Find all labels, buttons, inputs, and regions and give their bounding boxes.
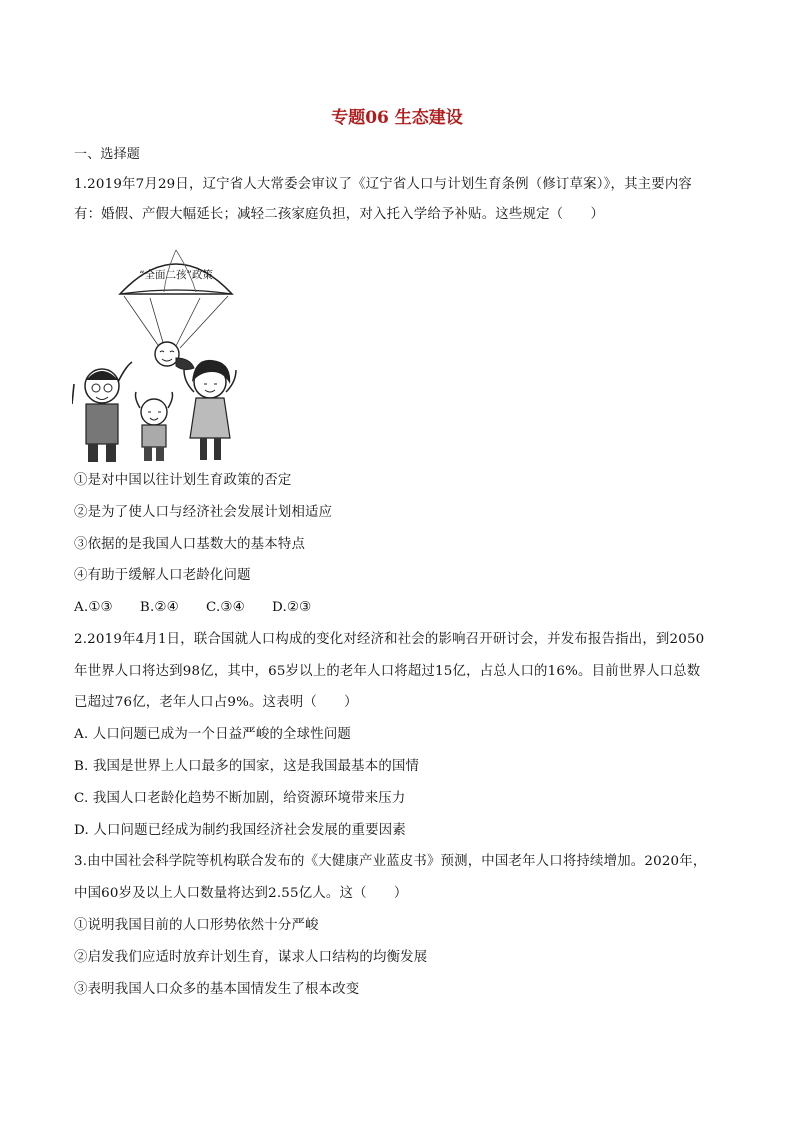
page-title: 专题06 生态建设: [331, 108, 463, 128]
two-child-policy-cartoon: [72, 232, 242, 464]
q1-option-3: ③依据的是我国人口基数大的基本特点: [74, 537, 306, 552]
q2-option-d: D. 人口问题已经成为制约我国经济社会发展的重要因素: [74, 823, 406, 838]
q2-option-b: B. 我国是世界上人口最多的国家，这是我国最基本的国情: [74, 759, 420, 774]
q2-option-c: C. 我国人口老龄化趋势不断加剧，给资源环境带来压力: [74, 791, 406, 806]
q3-option-2: ②启发我们应适时放弃计划生育，谋求人口结构的均衡发展: [74, 950, 428, 965]
q2-stem-line2: 年世界人口将达到98亿，其中，65岁以上的老年人口将超过15亿，占总人口的16%。目前世界人口总数: [74, 664, 701, 679]
q3-option-3: ③表明我国人口众多的基本国情发生了根本改变: [74, 982, 360, 997]
q3-option-1: ①说明我国目前的人口形势依然十分严峻: [74, 918, 319, 933]
q1-answer-choices: A.①③ B.②④ C.③④ D.②③: [74, 600, 312, 615]
q3-stem-line2: 中国60岁及以上人口数量将达到2.55亿人。这（ ）: [74, 886, 408, 901]
q1-stem-line2: 有：婚假、产假大幅延长；减轻二孩家庭负担，对入托入学给予补贴。这些规定（ ）: [74, 207, 605, 222]
q3-stem-line1: 3.由中国社会科学院等机构联合发布的《大健康产业蓝皮书》预测，中国老年人口将持续增加。2020年，: [74, 854, 707, 869]
parachute-caption: “全面二孩”政策: [139, 269, 213, 281]
q1-option-4: ④有助于缓解人口老龄化问题: [74, 568, 251, 583]
q2-option-a: A. 人口问题已成为一个日益严峻的全球性问题: [74, 727, 352, 742]
q1-option-2: ②是为了使人口与经济社会发展计划相适应: [74, 505, 333, 520]
q1-stem-line1: 1.2019年7月29日，辽宁省人大常委会审议了《辽宁省人口与计划生育条例（修订草案）》，其主要内容: [74, 177, 693, 192]
q2-stem-line1: 2.2019年4月1日，联合国就人口构成的变化对经济和社会的影响召开研讨会，并发布报告指出，到2050: [74, 632, 705, 647]
q1-option-1: ①是对中国以往计划生育政策的否定: [74, 473, 292, 488]
q2-stem-line3: 已超过76亿，老年人口占9%。这表明（ ）: [74, 695, 358, 710]
section-heading: 一、选择题: [74, 147, 141, 162]
